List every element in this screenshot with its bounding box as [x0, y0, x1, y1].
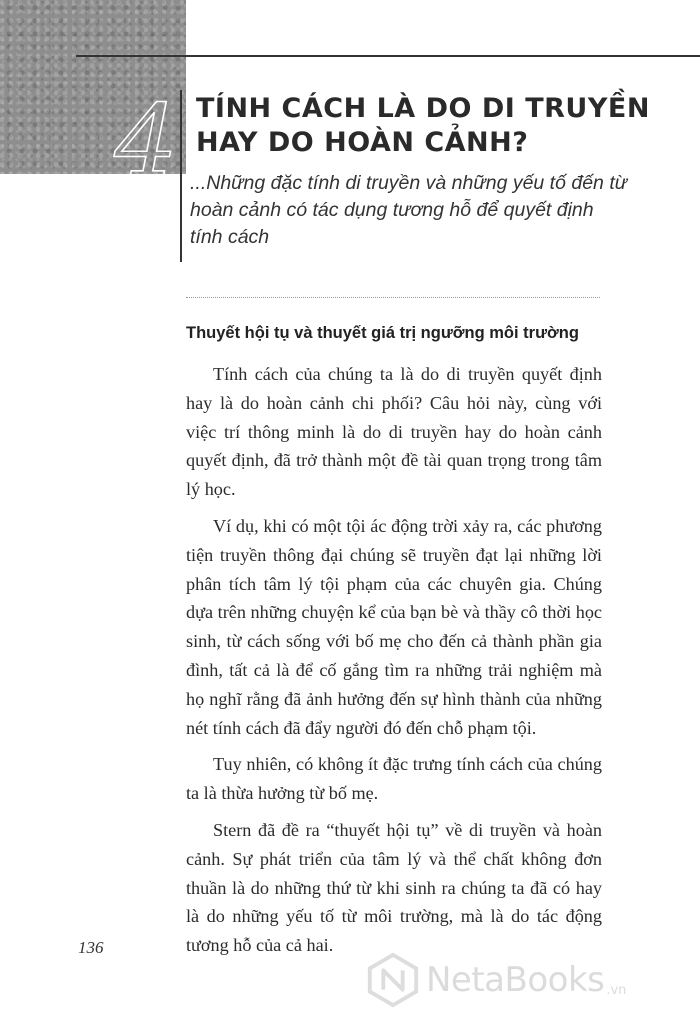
chapter-subtitle: ...Những đặc tính di truyền và những yếu tố đến từ hoàn cảnh có tác dụng tương hỗ để quyết định tính cách — [190, 172, 628, 248]
section-heading: Thuyết hội tụ và thuyết giá trị ngưỡng môi trường — [186, 324, 579, 342]
body-text — [186, 360, 602, 968]
watermark-suffix: .vn — [606, 983, 627, 998]
netabooks-logo-icon — [364, 951, 422, 1009]
paragraph: Tuy nhiên, có không ít đặc trưng tính cách của chúng ta là thừa hưởng từ bố mẹ. — [186, 754, 602, 804]
chapter-number: 4 — [114, 83, 178, 200]
watermark — [364, 948, 626, 1012]
chapter-divider — [180, 90, 182, 262]
paragraph: Stern đã đề ra “thuyết hội tụ” về di truyền và hoàn cảnh. Sự phát triển của tâm lý và thể chất không đơn thuần là do những thứ từ khi sinh ra chúng ta đã có hay là do những yếu tố từ môi trường, mà là do tác động tương hỗ của cả hai. — [186, 819, 602, 956]
header-rule — [76, 55, 700, 57]
paragraph: Tính cách của chúng ta là do di truyền quyết định hay là do hoàn cảnh chi phối? Câu hỏi này, cùng với việc trí thông minh là do di truyền hay do hoàn cảnh quyết định, đã trở thành một đề tài quan trọng trong tâm lý học. — [186, 364, 602, 500]
page-number: 136 — [78, 938, 104, 957]
paragraph: Ví dụ, khi có một tội ác động trời xảy ra, các phương tiện truyền thông đại chúng sẽ truyền đạt lại những lời phân tích tâm lý tội phạm của các chuyên gia. Chúng dựa trên những chuyện kể của bạn bè và thầy cô thời học sinh, từ cách sống với bố mẹ cho đến cả thành phần gia đình, tất cả là để cố gắng tìm ra những trải nghiệm mà họ nghĩ rằng đã ảnh hưởng đến sự hình thành của những nét tính cách đã đẩy người đó đến chỗ phạm tội. — [186, 515, 602, 738]
watermark-text: NetaBooks — [426, 960, 605, 1000]
dotted-separator — [186, 297, 600, 298]
chapter-title: TÍNH CÁCH LÀ DO DI TRUYỀN HAY DO HOÀN CẢNH? — [196, 93, 650, 158]
